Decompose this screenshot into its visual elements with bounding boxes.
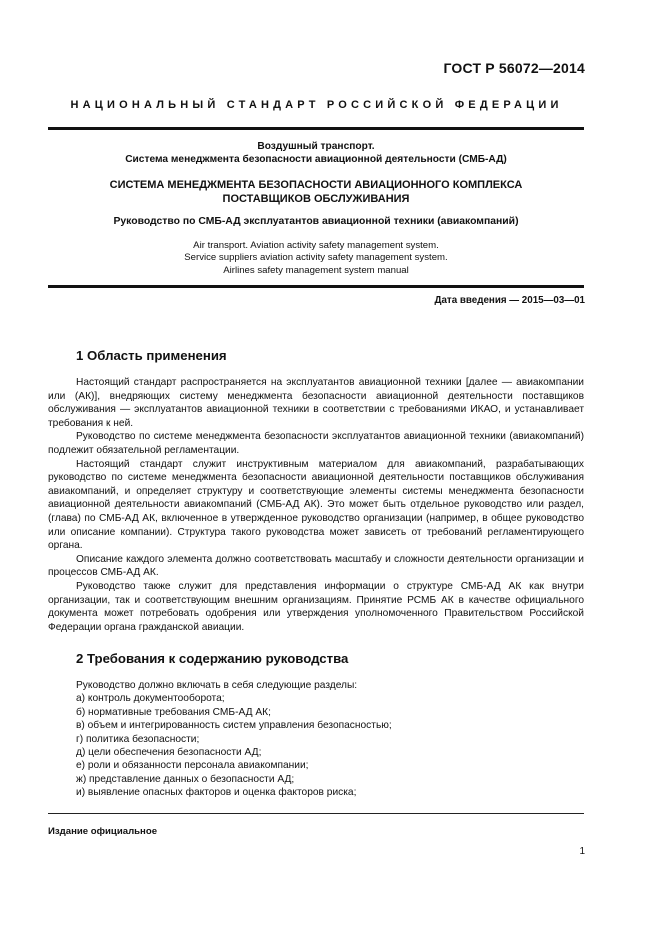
list-item: б) нормативные требования СМБ-АД АК; [76, 706, 271, 718]
main-title [48, 178, 584, 206]
guide-title: Руководство по СМБ-АД эксплуатантов авиационной техники (авиакомпаний) [113, 216, 519, 227]
main-title-line-2: ПОСТАВЩИКОВ ОБСЛУЖИВАНИЯ [222, 193, 410, 205]
national-standard-title: НАЦИОНАЛЬНЫЙ СТАНДАРТ РОССИЙСКОЙ ФЕДЕРАЦИИ [70, 99, 563, 111]
english-title [48, 240, 584, 277]
section-2-heading: 2 Требования к содержанию руководства [76, 651, 349, 666]
section-2-intro: Руководство должно включать в себя следующие разделы: [76, 680, 358, 691]
page-number: 1 [579, 846, 585, 857]
section-1-paragraph: Руководство по системе менеджмента безопасности эксплуатантов авиационной техники (авиакомпаний) подлежит обязательной регламентации. [48, 431, 584, 456]
list-item: и) выявление опасных факторов и оценка факторов риска; [76, 787, 357, 799]
top-rule [48, 127, 584, 130]
section-1-body [48, 376, 584, 634]
main-title-line-1: СИСТЕМА МЕНЕДЖМЕНТА БЕЗОПАСНОСТИ АВИАЦИОННОГО КОМПЛЕКСА [109, 179, 523, 191]
section-1-paragraph: Настоящий стандарт распространяется на эксплуатантов авиационной техники [далее — авиакомпании или (АК)], внедряющих систему менеджмента безопасности авиационной деятельности поставщиков обслуживания — эксплуатантов авиационной техники в соответствии с требованиями ИКАО, и устанавливает требования к ней. [48, 377, 584, 429]
list-item: в) объем и интегрированность систем управления безопасностью; [76, 720, 392, 732]
footer-rule [48, 813, 584, 814]
subtitle-line-2: Система менеджмента безопасности авиационной деятельности (СМБ-АД) [125, 154, 507, 165]
list-item: д) цели обеспечения безопасности АД; [76, 747, 262, 759]
official-edition-label: Издание официальное [48, 826, 158, 837]
standard-number: ГОСТ Р 56072—2014 [443, 60, 585, 76]
section-1-heading: 1 Область применения [76, 348, 227, 363]
section-2-list [76, 679, 392, 800]
list-item: г) политика безопасности; [76, 733, 200, 745]
english-title-line-1: Air transport. Aviation activity safety management system. [193, 240, 439, 251]
english-title-line-3: Airlines safety management system manual [223, 264, 409, 276]
section-1-paragraph: Руководство также служит для представления информации о структуре СМБ-АД АК как внутри организации, так и соответствующим внешним организациям. Принятие РСМБ АК в качестве официального документа может потребовать одобрения или утверждения уполномоченного Правительством Российской Федерации органа гражданской авиации. [48, 580, 584, 633]
section-1-paragraph: Описание каждого элемента должно соответствовать масштабу и сложности деятельности организации и процессов СМБ-АД АК. [48, 553, 584, 579]
english-title-line-2: Service suppliers aviation activity safety management system. [184, 252, 448, 264]
effective-date: Дата введения — 2015—03—01 [434, 295, 585, 306]
subtitle [48, 140, 584, 166]
middle-rule [48, 285, 584, 288]
list-item: ж) представление данных о безопасности АД; [76, 773, 295, 785]
section-1-paragraph: Настоящий стандарт служит инструктивным материалом для авиакомпаний, разрабатывающих руководство по системе менеджмента безопасности авиационной деятельности поставщиков обслуживания авиакомпаний, и определяет структуру и соответствующие элементы системы менеджмента безопасности авиационной деятельности авиакомпаний (СМБ-АД АК). Это может быть отдельное руководство или раздел, (глава) по СМБ-АД АК, включенное в утвержденное руководство организации (например, в общее руководство или описание компании). Структура такого руководства может зависеть от требований регламентирующего органа. [48, 458, 584, 552]
subtitle-line-1: Воздушный транспорт. [257, 141, 375, 152]
list-item: е) роли и обязанности персонала авиакомпании; [76, 760, 309, 772]
list-item: а) контроль документооборота; [76, 693, 225, 705]
